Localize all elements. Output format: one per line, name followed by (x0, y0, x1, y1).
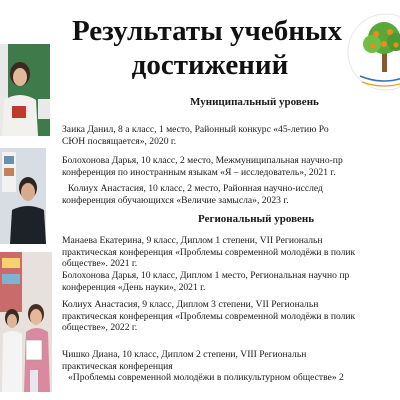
school-tree-logo (346, 12, 400, 92)
list-item: Заика Данил, 8 а класс, 1 место, Районный конкурс «45-летию Ро СЮН посвящается», 2020 г. (62, 124, 329, 147)
list-item: Болохонова Дарья, 10 класс, Диплом 1 место, Региональная научно пр конференция «День науки», 2021 г. (62, 270, 350, 293)
title-line-2: достижений (131, 49, 289, 81)
municipal-heading: Муниципальный уровень (190, 96, 319, 108)
page-title (62, 14, 352, 82)
list-item: Манаева Екатерина, 9 класс, Диплом 1 степени, VII Региональн практическая конференция «Проблемы современной молодёжи в полик обществе». 2021 г. (62, 235, 356, 269)
students-award-photo (0, 252, 52, 392)
list-item: Колиух Анастасия, 9 класс, Диплом 3 степени, VII Региональн практическая конференция «Проблемы современной молодёжи в полик обществе», 2022 г. (62, 299, 356, 333)
title-line-1: Результаты учебных (71, 15, 343, 47)
regional-heading: Региональный уровень (198, 213, 315, 225)
student-photo-2 (0, 148, 46, 244)
list-item: Колиух Анастасия, 10 класс, 2 место, Районная научно-исслед конференция обучающихся «Величие замысла», 2023 г. (62, 183, 323, 206)
student-photo-1 (0, 44, 50, 136)
list-item: Чишко Диана, 10 класс, Диплом 2 степени, VIII Региональн практическая конференция «Проблемы современной молодёжи в поликультурном обществе» 2 (62, 349, 344, 383)
list-item: Болохонова Дарья, 10 класс, 2 место, Межмуниципальная научно-пр конференция по иностранным языкам «Я – исследователь», 2021 г. (62, 155, 343, 178)
